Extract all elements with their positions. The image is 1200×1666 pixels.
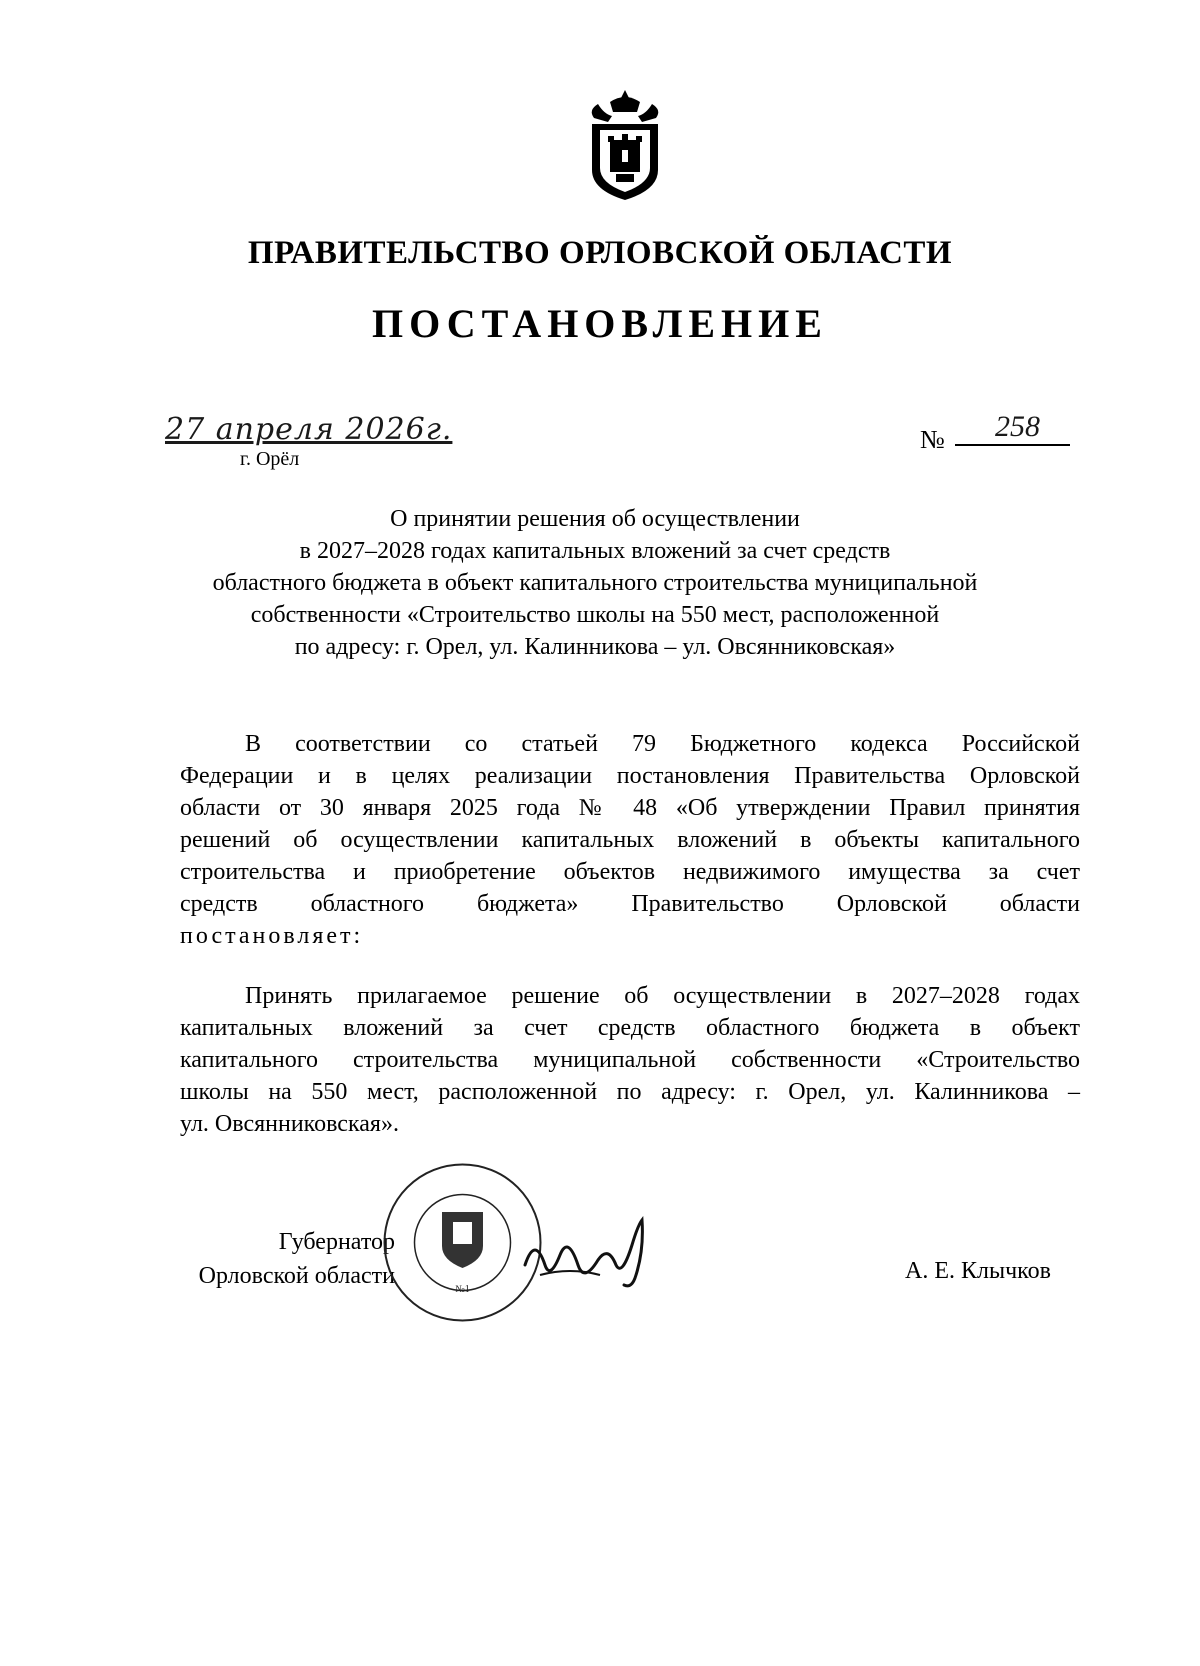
position-line: Губернатор — [278, 1229, 395, 1255]
subject-line: собственности «Строительство школы на 550 мест, расположенной — [250, 602, 940, 628]
paragraph-line: постановляет: — [180, 923, 364, 949]
paragraph-line: ул. Овсянниковская». — [180, 1111, 399, 1137]
paragraph-line: средств областного бюджета» Правительство Орловской области — [180, 891, 1080, 917]
paragraph-line: решений об осуществлении капитальных вложений в объекты капитального — [180, 827, 1080, 853]
paragraph-line: школы на 550 мест, расположенной по адресу: г. Орел, ул. Калинникова – — [180, 1079, 1080, 1105]
paragraph-line: капитального строительства муниципальной собственности «Строительство — [180, 1047, 1080, 1073]
signatory-position — [170, 1225, 395, 1293]
preamble-paragraph — [180, 728, 1080, 952]
paragraph-line: капитальных вложений за счет средств областного бюджета в объект — [180, 1015, 1080, 1041]
document-subject — [180, 503, 1010, 663]
government-title: ПРАВИТЕЛЬСТВО ОРЛОВСКОЙ ОБЛАСТИ — [247, 235, 953, 271]
subject-line: областного бюджета в объект капитального строительства муниципальной — [212, 570, 978, 596]
document-type: ПОСТАНОВЛЕНИЕ — [372, 301, 828, 346]
number-label: № — [920, 425, 945, 454]
seal-number: №1 — [455, 1284, 470, 1295]
place-of-issue: г. Орёл — [240, 448, 300, 470]
paragraph-line: В соответствии со статьей 79 Бюджетного кодекса Российской — [245, 731, 1080, 757]
handwritten-signature-icon — [520, 1205, 660, 1315]
paragraph-line: строительства и приобретение объектов недвижимого имущества за счет — [180, 859, 1080, 885]
position-line: Орловской области — [198, 1263, 395, 1289]
paragraph-line: Принять прилагаемое решение об осуществлении в 2027–2028 годах — [245, 983, 1080, 1009]
resolution-paragraph — [180, 980, 1080, 1140]
handwritten-number: 258 — [955, 410, 1070, 446]
paragraph-line: области от 30 января 2025 года № 48 «Об утверждении Правил принятия — [180, 795, 1080, 821]
subject-line: О принятии решения об осуществлении — [390, 506, 800, 532]
handwritten-date: 27 апреля 2026г. — [165, 412, 453, 447]
subject-line: в 2027–2028 годах капитальных вложений за счет средств — [299, 538, 891, 564]
signatory-name: А. Е. Клычков — [905, 1258, 1051, 1284]
paragraph-line: Федерации и в целях реализации постановления Правительства Орловской — [180, 763, 1080, 789]
subject-line: по адресу: г. Орел, ул. Калинникова – ул. Овсянниковская» — [294, 634, 896, 660]
coat-of-arms-icon — [580, 88, 670, 206]
